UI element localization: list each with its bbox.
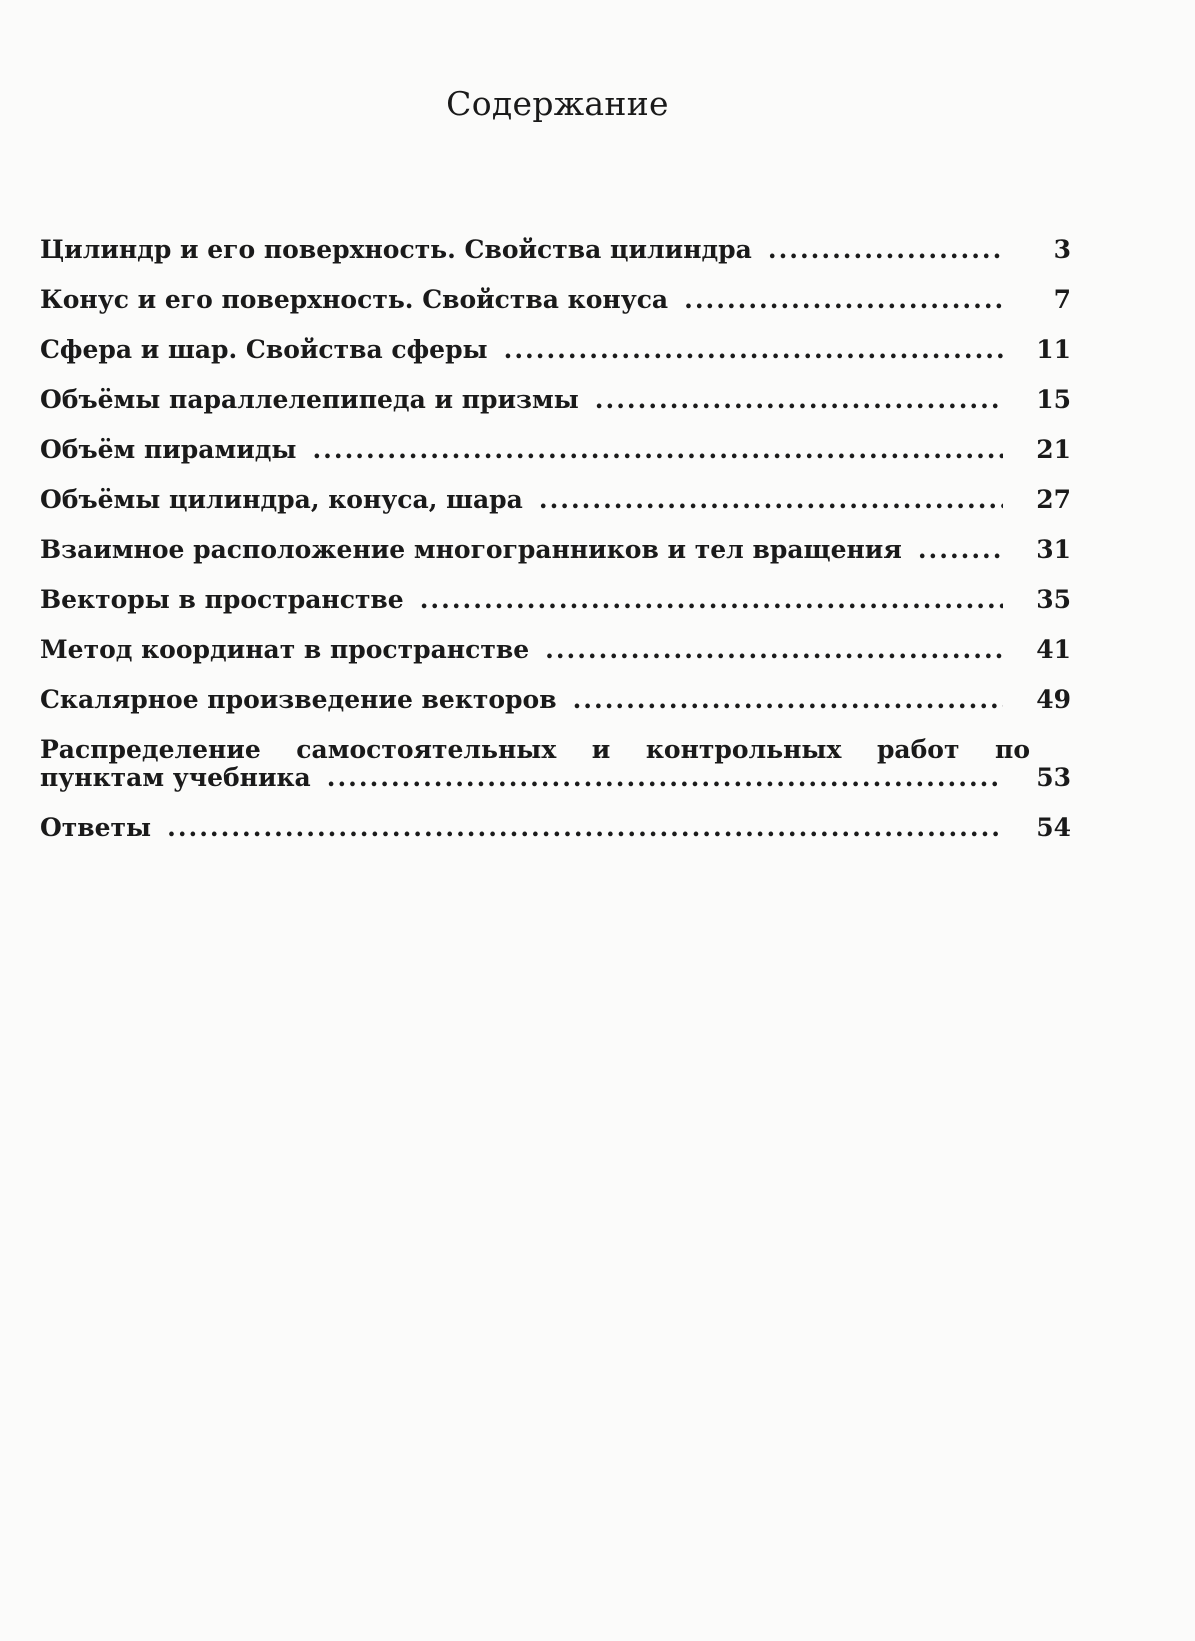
toc-entry-page: 54 xyxy=(1036,813,1071,842)
toc-entry[interactable] xyxy=(40,814,1071,864)
toc-entry-title: Конус и его поверхность. Свойства конуса xyxy=(40,285,669,314)
toc-entry-title: Векторы в пространстве xyxy=(40,585,404,614)
toc-entry-page: 27 xyxy=(1036,485,1071,514)
toc-entry-title: Сфера и шар. Свойства сферы xyxy=(40,335,488,364)
toc-entry-title: Объёмы параллелепипеда и призмы xyxy=(40,385,579,414)
toc-entry-title: Метод координат в пространстве xyxy=(40,635,530,664)
dot-leader xyxy=(312,436,1003,464)
dot-leader xyxy=(545,636,1003,664)
toc-entry-title: Объём пирамиды xyxy=(40,435,297,464)
toc-entry-title: Скалярное произведение векторов xyxy=(40,685,557,714)
toc-entry-page: 11 xyxy=(1036,335,1071,364)
dot-leader xyxy=(918,536,1003,564)
toc-entry[interactable] xyxy=(40,336,1071,386)
dot-leader xyxy=(595,386,1003,414)
toc-entry[interactable] xyxy=(40,686,1071,736)
toc-entry[interactable] xyxy=(40,536,1071,586)
toc-entry-page: 31 xyxy=(1036,535,1071,564)
dot-leader xyxy=(768,236,1003,264)
page-title: Содержание xyxy=(446,84,669,123)
toc-entry-title: Цилиндр и его поверхность. Свойства цилиндра xyxy=(40,235,752,264)
toc-entry-title-line1: Распределение самостоятельных и контрольных работ по xyxy=(40,735,1030,764)
toc-entry[interactable] xyxy=(40,736,1071,814)
toc-entry-title: Объёмы цилиндра, конуса, шара xyxy=(40,485,523,514)
toc-entry-page: 3 xyxy=(1053,235,1071,264)
table-of-contents xyxy=(40,236,1071,864)
toc-entry[interactable] xyxy=(40,636,1071,686)
toc-entry-title: Ответы xyxy=(40,813,152,842)
toc-entry[interactable] xyxy=(40,436,1071,486)
toc-entry-page: 53 xyxy=(1036,763,1071,792)
dot-leader xyxy=(420,586,1003,614)
toc-entry-page: 7 xyxy=(1053,285,1071,314)
toc-entry[interactable] xyxy=(40,586,1071,636)
toc-entry-page: 49 xyxy=(1036,685,1071,714)
dot-leader xyxy=(684,286,1003,314)
toc-entry[interactable] xyxy=(40,236,1071,286)
toc-entry-page: 15 xyxy=(1036,385,1071,414)
dot-leader xyxy=(167,814,1003,842)
toc-entry-page: 41 xyxy=(1036,635,1071,664)
toc-entry[interactable] xyxy=(40,386,1071,436)
dot-leader xyxy=(539,486,1003,514)
toc-entry-title-line2: пунктам учебника xyxy=(40,763,311,792)
dot-leader xyxy=(573,686,1003,714)
toc-entry-page: 21 xyxy=(1036,435,1071,464)
dot-leader xyxy=(327,764,1003,792)
dot-leader xyxy=(504,336,1003,364)
toc-entry-title: Взаимное расположение многогранников и тел вращения xyxy=(40,535,902,564)
toc-entry[interactable] xyxy=(40,486,1071,536)
toc-entry-page: 35 xyxy=(1036,585,1071,614)
toc-entry[interactable] xyxy=(40,286,1071,336)
